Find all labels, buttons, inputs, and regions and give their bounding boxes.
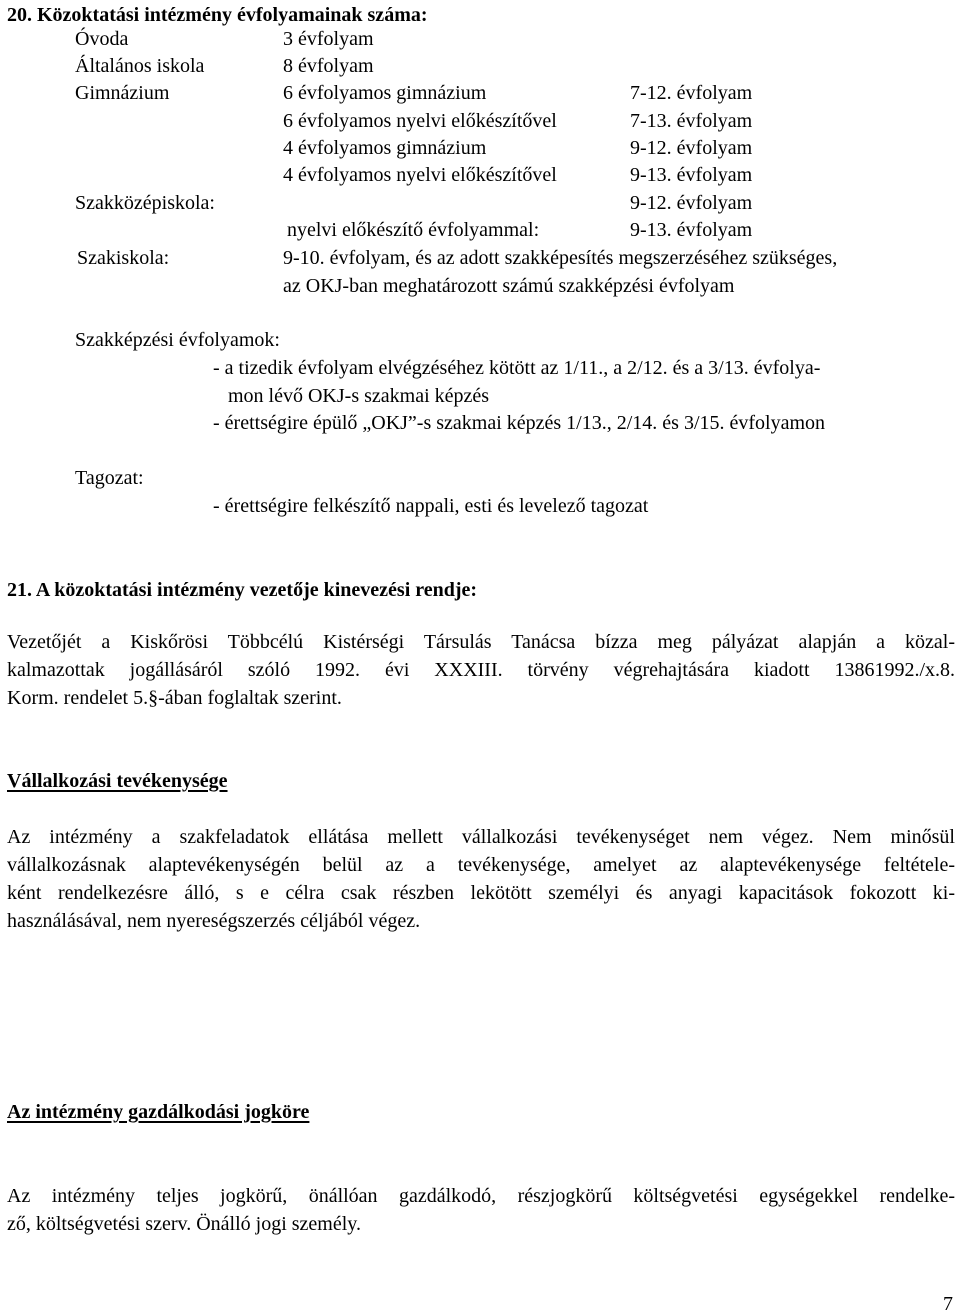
gimnazium-row-type: 4 évfolyamos nyelvi előkészítővel (283, 164, 557, 186)
vallalkozasi-heading: Vállalkozási tevékenysége (7, 770, 228, 792)
vallalkozasi-paragraph (7, 823, 955, 935)
szakkozep-label: Szakközépiskola: (75, 192, 215, 214)
paragraph-line: Az intézmény a szakfeladatok ellátása mellett vállalkozási tevékenységet nem végez. Nem minősül (7, 826, 955, 848)
szakkozep-range: 9-12. évfolyam (630, 192, 753, 214)
paragraph-line: ként rendelkezésre álló, s e célra csak részben lekötött személyi és anyagi kapacitások fokozott ki- (7, 882, 955, 904)
szakkepzesi-item2: - érettségire épülő „OKJ”-s szakmai képzés 1/13., 2/14. és 3/15. évfolyamon (213, 412, 826, 434)
gimnazium-row-range: 9-12. évfolyam (630, 137, 753, 159)
paragraph-line: vállalkozásnak alaptevékenységén belül az a tevékenysége, amelyet az alaptevékenysége feltétele- (7, 854, 955, 876)
szakiskola-label: Szakiskola: (77, 247, 170, 269)
paragraph-line: Korm. rendelet 5.§-ában foglaltak szerint. (7, 687, 342, 709)
gimnazium-row-type: 6 évfolyamos gimnázium (283, 82, 487, 104)
gimnazium-label: Gimnázium (75, 82, 170, 104)
paragraph-line: ző, költségvetési szerv. Önálló jogi személy. (7, 1213, 361, 1235)
gimnazium-row-range: 7-12. évfolyam (630, 82, 753, 104)
section-20-heading: 20. Közoktatási intézmény évfolyamainak száma: (7, 4, 428, 26)
szakiskola-line1: 9-10. évfolyam, és az adott szakképesítés megszerzéséhez szükséges, (283, 247, 838, 269)
szakkepzesi-item1-line2: mon lévő OKJ-s szakmai képzés (228, 385, 490, 407)
szakkepzesi-item1-line1: - a tizedik évfolyam elvégzéséhez kötött az 1/11., a 2/12. és a 3/13. évfolya- (213, 357, 821, 379)
section-21-paragraph (7, 628, 955, 712)
gimnazium-row-range: 7-13. évfolyam (630, 110, 753, 132)
section-21-heading: 21. A közoktatási intézmény vezetője kinevezési rendje: (7, 579, 478, 601)
gimnazium-row-type: 6 évfolyamos nyelvi előkészítővel (283, 110, 557, 132)
gimnazium-row-range: 9-13. évfolyam (630, 164, 753, 186)
altalanos-value: 8 évfolyam (283, 55, 374, 77)
szakkozep-nyelvi-label: nyelvi előkészítő évfolyammal: (287, 219, 540, 241)
page-number: 7 (943, 1293, 953, 1315)
paragraph-line: kalmazottak jogállásáról szóló 1992. évi XXXIII. törvény végrehajtására kiadott 13861992./x.8. (7, 659, 955, 681)
tagozat-label: Tagozat: (75, 467, 144, 489)
ovoda-label: Óvoda (75, 28, 129, 50)
szakiskola-line2: az OKJ-ban meghatározott számú szakképzési évfolyam (283, 275, 735, 297)
altalanos-label: Általános iskola (75, 55, 205, 77)
szakkozep-nyelvi-range: 9-13. évfolyam (630, 219, 753, 241)
paragraph-line: Vezetőjét a Kiskőrösi Többcélú Kistérségi Társulás Tanácsa bízza meg pályázat alapján a közal- (7, 631, 955, 653)
tagozat-item: - érettségire felkészítő nappali, esti és levelező tagozat (213, 495, 649, 517)
gazdalkodasi-heading: Az intézmény gazdálkodási jogköre (7, 1101, 310, 1123)
szakkepzesi-label: Szakképzési évfolyamok: (75, 329, 280, 351)
gazdalkodasi-paragraph (7, 1182, 955, 1238)
paragraph-line: Az intézmény teljes jogkörű, önállóan gazdálkodó, részjogkörű költségvetési egységekkel rendelke- (7, 1185, 955, 1207)
gimnazium-row-type: 4 évfolyamos gimnázium (283, 137, 487, 159)
ovoda-value: 3 évfolyam (283, 28, 374, 50)
paragraph-line: használásával, nem nyereségszerzés céljából végez. (7, 910, 421, 932)
